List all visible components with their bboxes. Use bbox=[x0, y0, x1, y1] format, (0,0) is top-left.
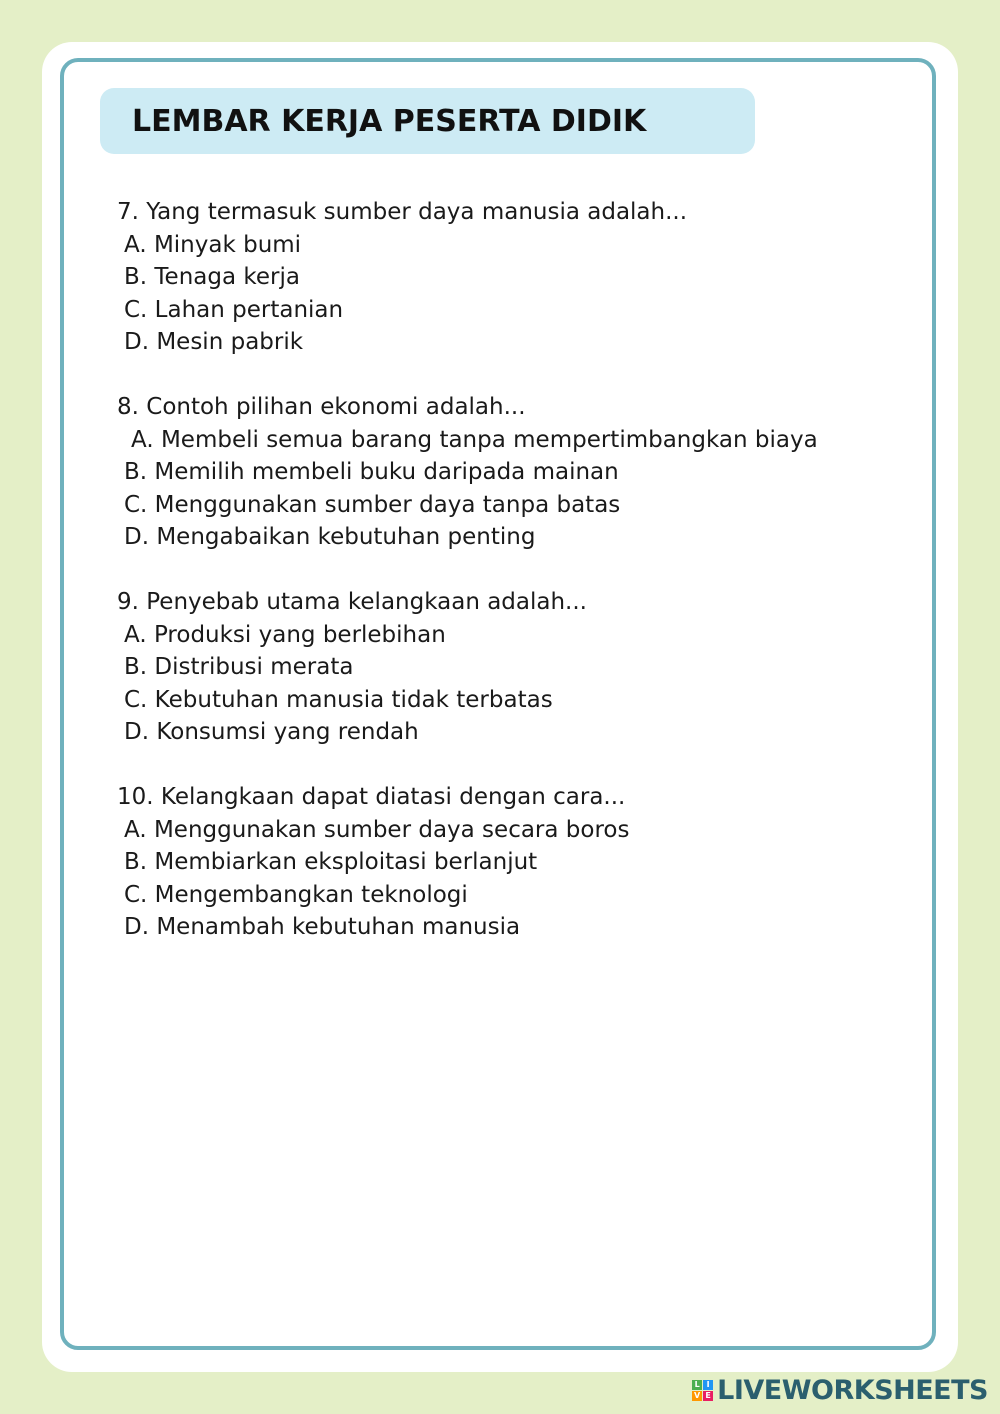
logo-letter: I bbox=[703, 1380, 713, 1390]
liveworksheets-logo-icon bbox=[692, 1380, 713, 1401]
question-9 bbox=[117, 586, 854, 749]
option-d[interactable]: D. Menambah kebutuhan manusia bbox=[124, 914, 521, 940]
question-8 bbox=[117, 391, 854, 554]
liveworksheets-brand[interactable] bbox=[692, 1375, 988, 1406]
option-c[interactable]: C. Lahan pertanian bbox=[124, 296, 344, 323]
option-b[interactable]: B. Membiarkan eksploitasi berlanjut bbox=[124, 849, 538, 875]
option-b[interactable]: B. Distribusi merata bbox=[124, 654, 354, 680]
logo-letter: L bbox=[692, 1380, 702, 1390]
option-d[interactable]: D. Konsumsi yang rendah bbox=[124, 719, 419, 745]
title-banner bbox=[100, 88, 755, 154]
question-text: 10. Kelangkaan dapat diatasi dengan cara... bbox=[117, 784, 626, 810]
question-10 bbox=[117, 781, 854, 944]
logo-letter: E bbox=[703, 1391, 713, 1401]
option-a[interactable]: A. Produksi yang berlebihan bbox=[124, 621, 446, 648]
option-a[interactable]: A. Menggunakan sumber daya secara boros bbox=[124, 816, 630, 843]
question-text: 7. Yang termasuk sumber daya manusia adalah... bbox=[117, 199, 688, 225]
option-d[interactable]: D. Mengabaikan kebutuhan penting bbox=[124, 524, 536, 550]
option-b[interactable]: B. Tenaga kerja bbox=[124, 264, 300, 290]
page-title: LEMBAR KERJA PESERTA DIDIK bbox=[132, 103, 647, 139]
option-d[interactable]: D. Mesin pabrik bbox=[124, 329, 304, 355]
option-a[interactable]: A. Minyak bumi bbox=[124, 231, 302, 258]
option-c[interactable]: C. Menggunakan sumber daya tanpa batas bbox=[124, 491, 621, 518]
logo-letter: V bbox=[694, 1391, 701, 1400]
option-c[interactable]: C. Kebutuhan manusia tidak terbatas bbox=[124, 686, 553, 713]
question-text: 8. Contoh pilihan ekonomi adalah... bbox=[117, 394, 526, 420]
brand-name: LIVEWORKSHEETS bbox=[717, 1375, 988, 1406]
option-c[interactable]: C. Mengembangkan teknologi bbox=[124, 881, 468, 908]
option-b[interactable]: B. Memilih membeli buku daripada mainan bbox=[124, 459, 619, 485]
question-7 bbox=[117, 196, 854, 359]
option-a[interactable]: A. Membeli semua barang tanpa mempertimbangkan biaya bbox=[131, 426, 818, 453]
question-list bbox=[117, 196, 854, 976]
question-text: 9. Penyebab utama kelangkaan adalah... bbox=[117, 589, 587, 615]
